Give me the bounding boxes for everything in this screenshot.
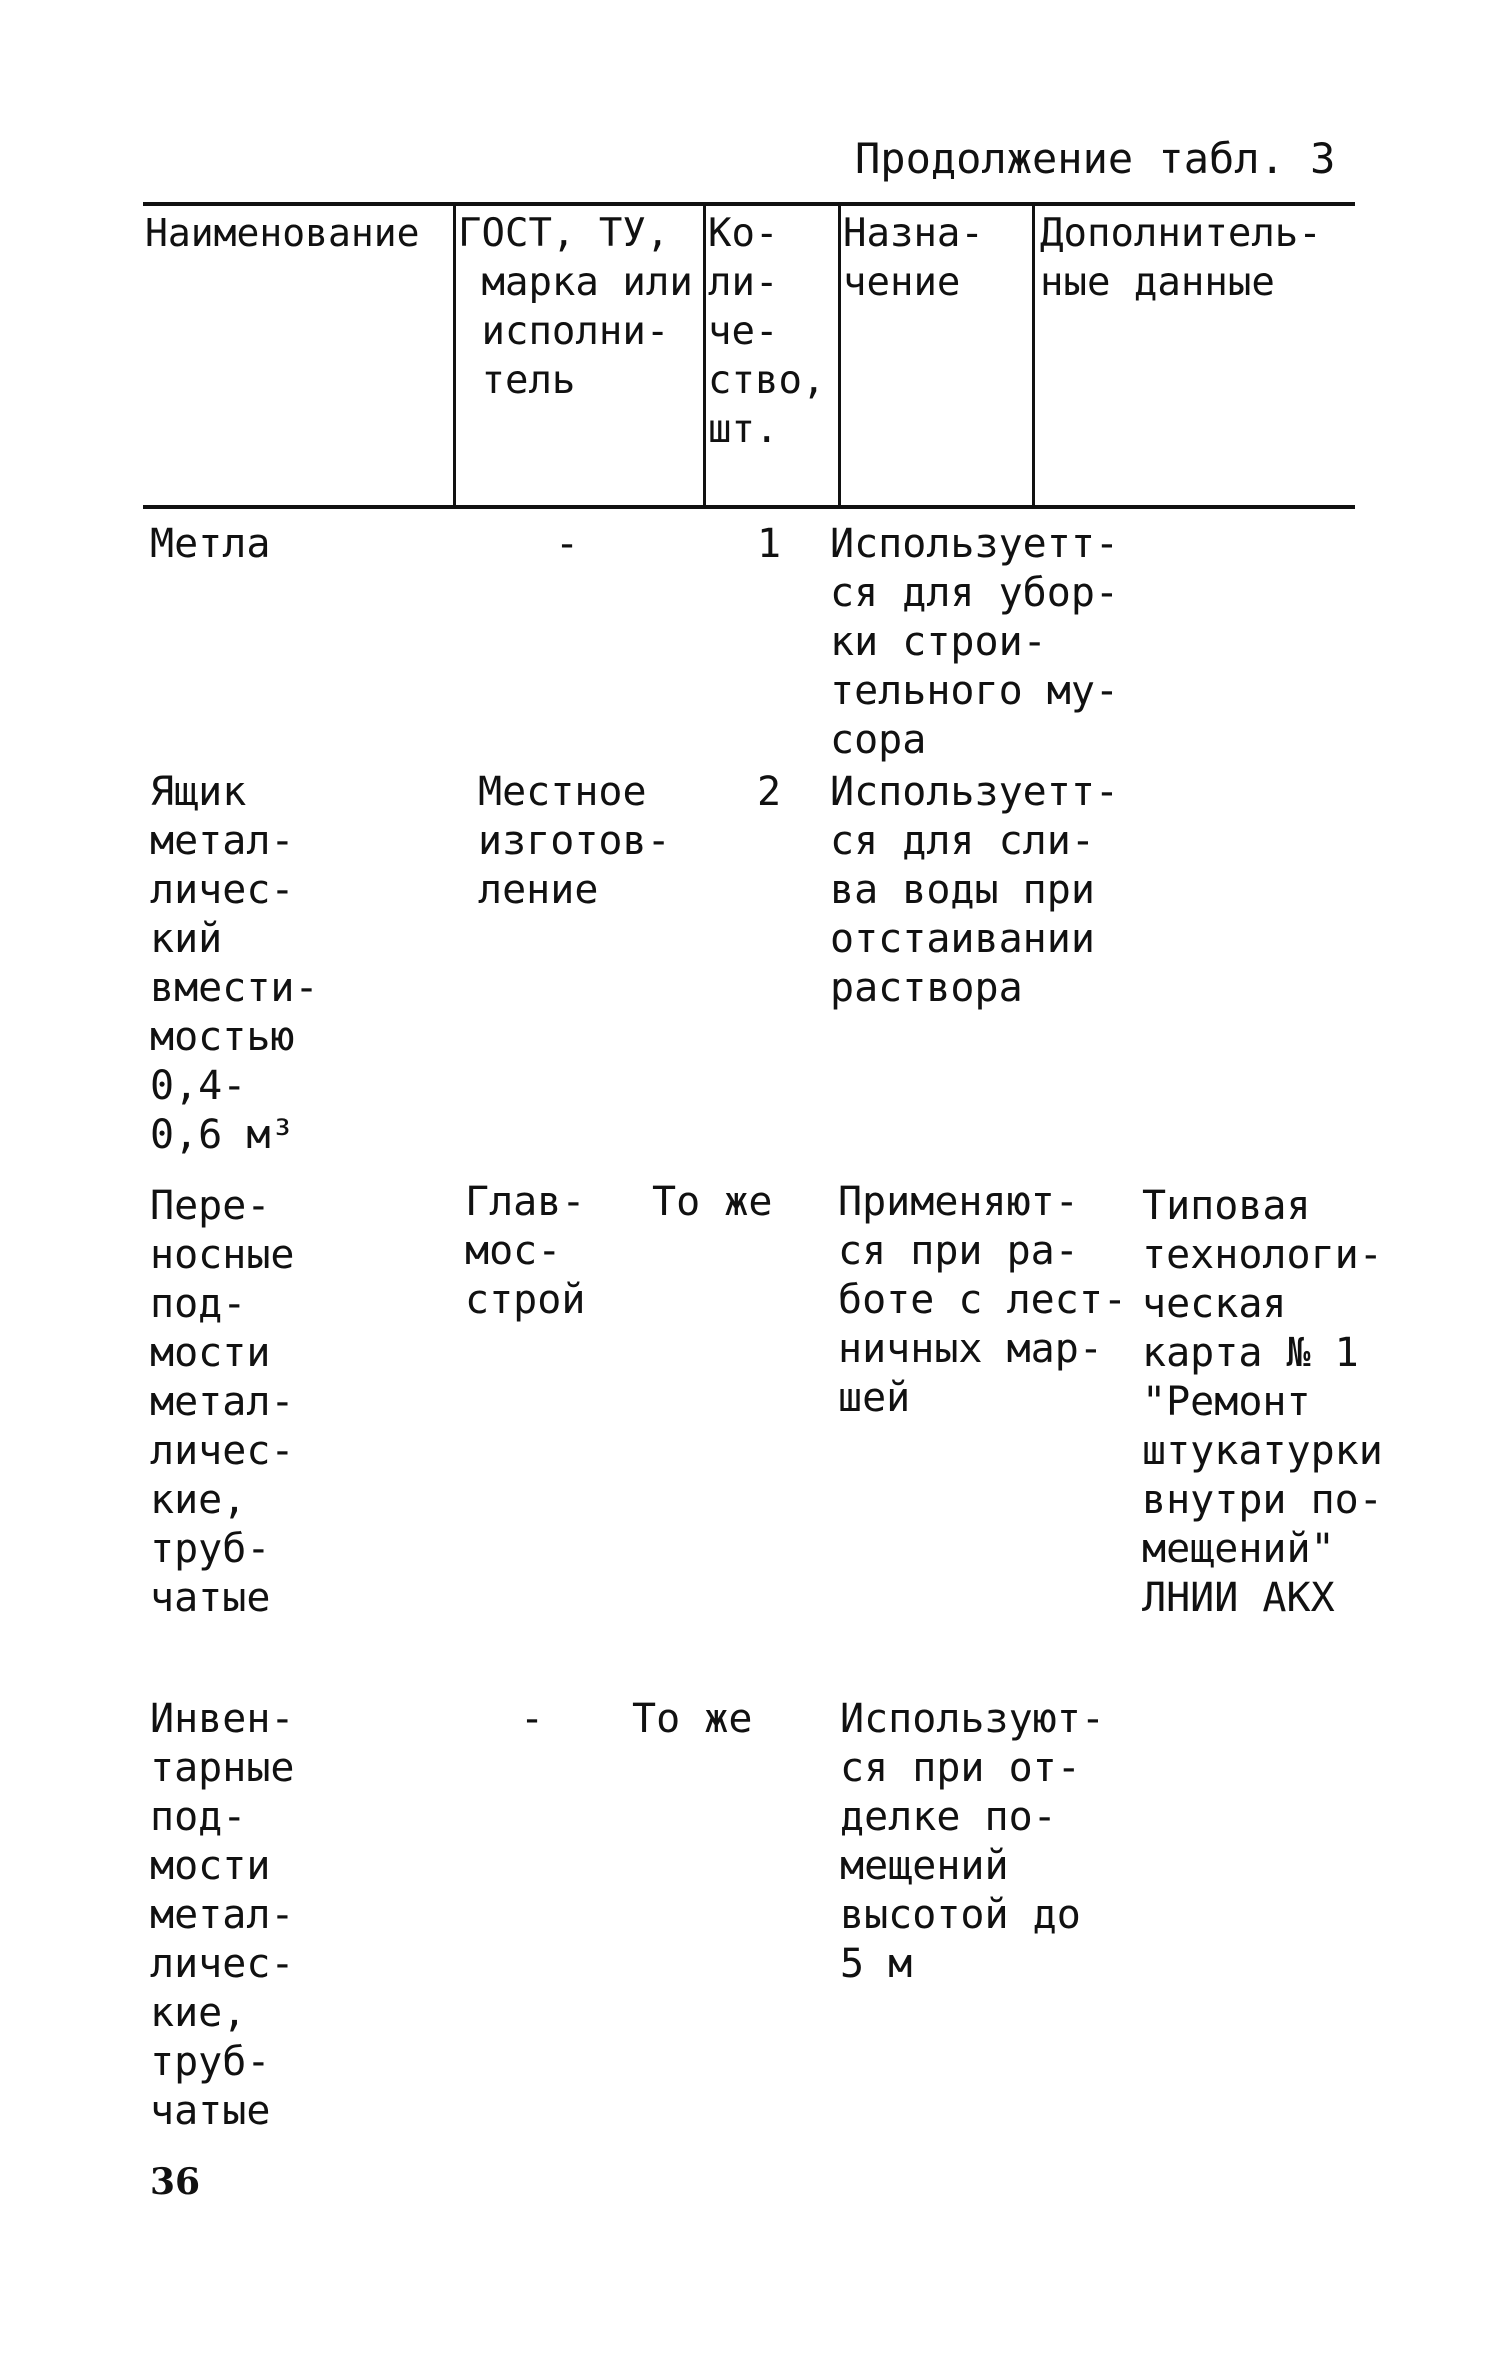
row-2-name: Ящик метал- личес- кий вмести- мостью 0,4- 0,6 м³ — [150, 769, 319, 1158]
row-1-gost: - — [555, 521, 580, 567]
column-divider-3 — [838, 204, 841, 507]
row-4-name: Инвен- тарные под- мости метал- личес- кие, труб- чатые — [150, 1696, 295, 2134]
header-name: Наименование — [145, 211, 420, 255]
row-4-purpose: Используют- ся при от- делке по- мещений высотой до 5 м — [840, 1696, 1105, 1987]
row-4-gost: - — [520, 1696, 545, 1742]
row-2-gost: Местное изготов- ление — [478, 769, 671, 913]
row-2-qty: 2 — [757, 769, 782, 815]
row-1-name: Метла — [150, 521, 271, 567]
page-number: 36 — [150, 2161, 201, 2203]
row-3-name: Пере- носные под- мости метал- личес- кие, труб- чатые — [150, 1183, 295, 1621]
row-3-extra: Типовая технологи- ческая карта № 1 "Ремонт штукатурки внутри по- мещений" ЛНИИ АКХ — [1142, 1183, 1383, 1621]
header-purpose: Назна- чение — [843, 211, 984, 305]
column-divider-1 — [453, 204, 456, 507]
row-2-purpose: Используетт- ся для сли- ва воды при отстаивании раствора — [830, 769, 1119, 1011]
row-3-gost: Глав- мос- строй — [465, 1179, 586, 1323]
row-3-qty: То же — [652, 1179, 773, 1225]
column-divider-4 — [1032, 204, 1035, 507]
header-gost: ГОСТ, ТУ, марка или исполни- тель — [458, 211, 693, 403]
row-3-purpose: Применяют- ся при ра- боте с лест- ничных мар- шей — [838, 1179, 1127, 1421]
table-top-rule — [143, 202, 1355, 206]
table-caption: Продолжение табл. 3 — [855, 134, 1336, 183]
row-1-qty: 1 — [757, 521, 782, 567]
header-extra: Дополнитель- ные данные — [1040, 211, 1322, 305]
header-qty: Ко- ли- че- ство, шт. — [708, 211, 826, 452]
table-header-bottom-rule — [143, 505, 1355, 509]
row-4-qty: То же — [632, 1696, 753, 1742]
column-divider-2 — [703, 204, 706, 507]
row-1-purpose: Используетт- ся для убор- ки строи- тельного му- сора — [830, 521, 1119, 763]
